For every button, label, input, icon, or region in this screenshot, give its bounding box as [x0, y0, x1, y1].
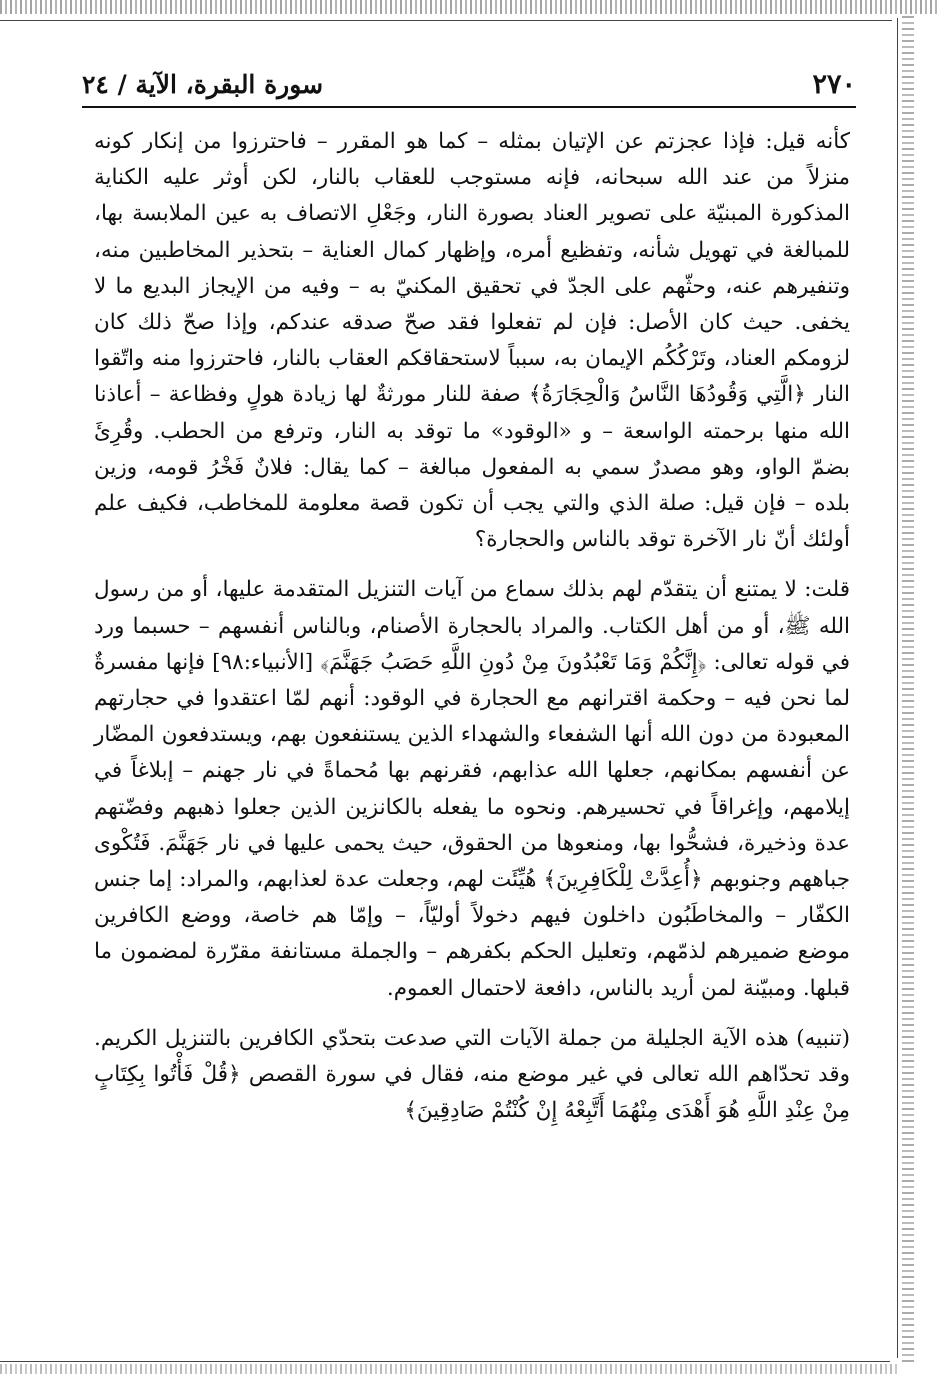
paragraph-1: كأنه قيل: فإذا عجزتم عن الإتيان بمثله – كما هو المقرر – فاحترزوا من إنكار كونه منزلاً من عند الله سبحانه، فإنه مستوجب للعقاب بالنار، لكن أوثر عليه الكناية المذكورة المبنيّة على تصوير العناد بصورة النار، وجَعْلِ الاتصاف به عين الملابسة بها، للمبالغة في تهويل شأنه، وتفظيع أمره، وإظهار كمال العناية – بتحذير المخاطبين منه، وتنفيرهم عنه، وحثّهم على الجدّ في تحقيق المكنيّ به – وفيه من الإيجاز البديع ما لا يخفى. حيث كان الأصل: فإن لم تفعلوا فقد صحّ صدقه عندكم، وإذا صحّ ذلك كان لزومكم العناد، وتَرْكُكُم الإيمان به، سبباً لاستحقاقكم العقاب بالنار، فاحترزوا منه واتّقوا النار ﴿الَّتِي وَقُودُهَا النَّاسُ وَالْحِجَارَةُ﴾ صفة للنار مورثةٌ لها زيادة هولٍ وفظاعة – أعاذنا الله منها برحمته الواسعة – و «الوقود» ما توقد به النار، وترفع من الحطب. وقُرِئَ بضمّ الواو، وهو مصدرٌ سمي به المفعول مبالغة – كما يقال: فلانٌ فَخْرُ قومه، وزين بلده – فإن قيل: صلة الذي والتي يجب أن تكون قصة معلومة للمخاطب، فكيف علم أولئك أنّ نار الآخرة توقد بالناس والحجارة؟: [94, 129, 850, 553]
surah-title: سورة البقرة، الآية / ٢٤: [82, 69, 324, 99]
running-header: [82, 62, 856, 108]
page-border-bottom: [0, 1364, 900, 1374]
page-border-right: [902, 16, 914, 1364]
page-number: ٢٧٠: [812, 68, 856, 100]
page-border-top: [0, 0, 938, 14]
paragraph-3: (تنبيه) هذه الآية الجليلة من جملة الآيات التي صدعت بتحدّي الكافرين بالتنزيل الكريم. وقد تحدّاهم الله تعالى في غير موضع منه، فقال في سورة القصص ﴿قُلْ فَأْتُوا بِكِتَابٍ مِنْ عِنْدِ اللَّهِ هُوَ أَهْدَى مِنْهُمَا أَتَّبِعْهُ إِنْ كُنْتُمْ صَادِقِينَ﴾: [94, 1025, 850, 1124]
main-text: [94, 124, 850, 1129]
page-border-bottom-line: [0, 1361, 890, 1362]
page-border-top-line: [0, 14, 892, 21]
page-border-right-line: [897, 18, 898, 1358]
paragraph-2: قلت: لا يمتنع أن يتقدّم لهم بذلك سماع من آيات التنزيل المتقدمة عليها، أو من رسول الله ﷺ، أو من أهل الكتاب. والمراد بالحجارة الأصنام، وبالناس أنفسهم – حسبما ورد في قوله تعالى: ﴿إِنَّكُمْ وَمَا تَعْبُدُونَ مِنْ دُونِ اللَّهِ حَصَبُ جَهَنَّمَ﴾ [الأنبياء:٩٨] فإنها مفسرةٌ لما نحن فيه – وحكمة اقترانهم مع الحجارة في الوقود: أنهم لمّا اعتقدوا في حجارتهم المعبودة من دون الله أنها الشفعاء والشهداء الذين يستنفعون بهم، ويستدفعون المضّار عن أنفسهم بمكانهم، جعلها الله عذابهم، فقرنهم بها مُحماةً في نار جهنم – إبلاغاً في إيلامهم، وإغراقاً في تحسيرهم. ونحوه ما يفعله بالكانزين الذين جعلوا ذهبهم وفضّتهم عدة وذخيرة، فشحُّوا بها، ومنعوها من الحقوق، حيث يحمى عليها في نار جَهَنَّمَ. فَتُكْوى جباههم وجنوبهم ﴿أُعِدَّتْ لِلْكَافِرِينَ﴾ هُيِّئَت لهم، وجعلت عدة لعذابهم، والمراد: إما جنس الكفّار – والمخاطَبُون داخلون فيهم دخولاً أوليّاً، – وإمّا هم خاصة، ووضع الكافرين موضع ضميرهم لذمّهم، وتعليل الحكم بكفرهم – والجملة مستانفة مقرّرة لمضمون ما قبلها. ومبيّنة لمن أريد بالناس، دافعة لاحتمال العموم.: [94, 577, 851, 1001]
